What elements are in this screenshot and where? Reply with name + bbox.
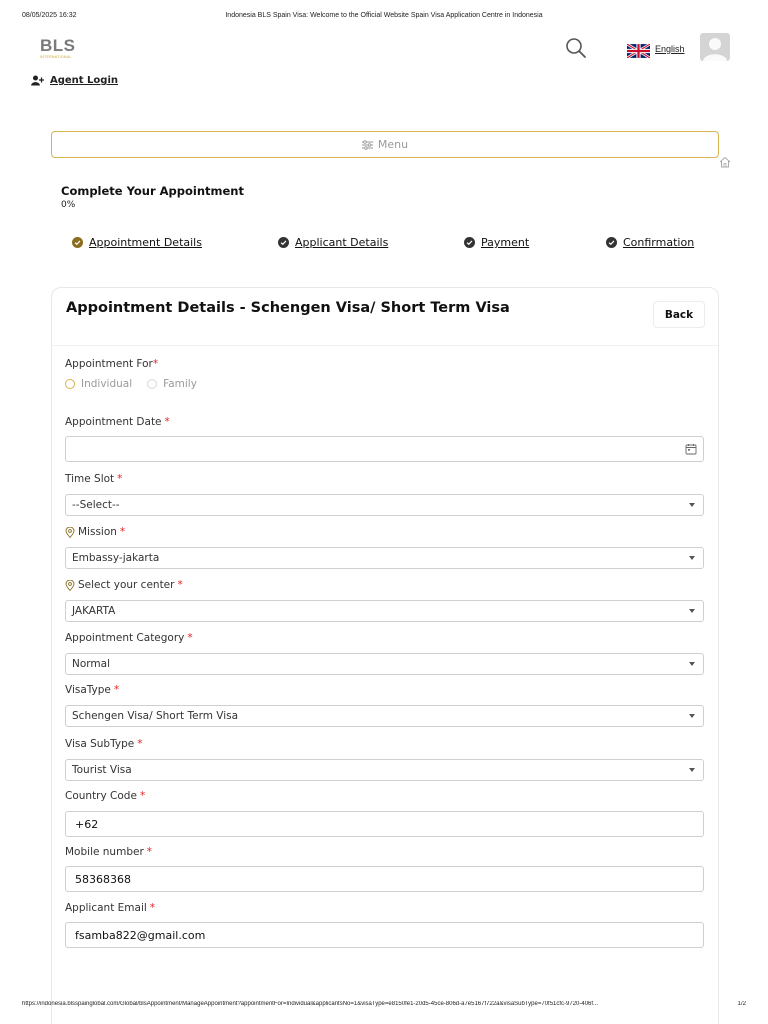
required-mark: * — [117, 473, 123, 485]
step-confirmation[interactable] — [606, 236, 694, 249]
map-pin-icon — [65, 527, 75, 538]
check-circle-icon — [464, 237, 475, 248]
check-circle-icon — [606, 237, 617, 248]
center-value: JAKARTA — [72, 605, 116, 617]
step-appointment-details[interactable] — [72, 236, 202, 249]
appointment-date-input[interactable] — [65, 436, 704, 462]
chevron-down-icon — [689, 609, 695, 613]
appointment-category-value: Normal — [72, 658, 110, 670]
center-label — [65, 579, 183, 591]
required-mark: * — [152, 358, 159, 370]
logo-text: BLS — [40, 36, 76, 55]
check-circle-icon — [278, 237, 289, 248]
required-mark: * — [146, 846, 153, 858]
visa-type-value: Schengen Visa/ Short Term Visa — [72, 710, 239, 722]
print-page-title: Indonesia BLS Spain Visa: Welcome to the Official Website Spain Visa Application Centre in Indonesia — [225, 12, 543, 19]
field-label-text: Country Code — [65, 790, 137, 802]
step-applicant-details[interactable] — [278, 236, 388, 249]
center-select[interactable] — [65, 600, 704, 622]
chevron-down-icon — [689, 503, 695, 507]
step-tracker — [0, 236, 768, 252]
sliders-icon — [362, 140, 373, 150]
applicant-email-label — [65, 902, 155, 914]
menu-label: Menu — [377, 138, 409, 151]
print-footer — [22, 1001, 746, 1011]
chevron-down-icon — [689, 768, 695, 772]
agent-login-label: Agent Login — [50, 75, 119, 86]
appointment-date-label — [65, 416, 170, 428]
radio-family[interactable] — [147, 379, 157, 389]
required-mark: * — [119, 526, 126, 538]
mission-label — [65, 526, 125, 538]
field-label-text: Appointment Category — [65, 632, 185, 644]
field-label-text: Appointment Date — [65, 416, 162, 428]
form-title: Appointment Details - Schengen Visa/ Short Term Visa — [66, 300, 510, 316]
mission-value: Embassy-jakarta — [72, 552, 160, 564]
language-selector[interactable]: English — [655, 44, 685, 54]
time-slot-select[interactable] — [65, 494, 704, 516]
visa-type-label — [65, 684, 119, 696]
appointment-category-label — [65, 632, 193, 644]
field-label-text: Select your center — [78, 579, 175, 591]
required-mark: * — [177, 579, 183, 591]
user-silhouette-icon — [700, 33, 730, 61]
time-slot-value: --Select-- — [72, 499, 120, 511]
user-avatar[interactable] — [700, 33, 730, 61]
visa-subtype-select[interactable] — [65, 759, 704, 781]
print-header — [22, 12, 746, 22]
appointment-for-options — [65, 378, 197, 390]
time-slot-label — [65, 473, 122, 485]
required-mark: * — [137, 738, 143, 750]
chevron-down-icon — [689, 556, 695, 560]
radio-family-label: Family — [163, 378, 197, 390]
bls-logo[interactable] — [40, 38, 80, 58]
radio-individual[interactable] — [65, 379, 75, 389]
logo-subtext: INTERNATIONAL — [40, 55, 72, 59]
country-code-input[interactable] — [65, 811, 704, 837]
chevron-down-icon — [689, 714, 695, 718]
mobile-number-value: 58368368 — [75, 872, 131, 886]
chevron-down-icon — [689, 662, 695, 666]
field-label-text: VisaType — [65, 684, 111, 696]
field-label-text: Applicant Email — [65, 902, 147, 914]
required-mark: * — [113, 684, 120, 696]
print-url: https://indonesia.blsspainglobal.com/Global/blsAppointment/ManageAppointment?appointmentFor=Individual&applicantsNo=1&visaType=e8150fe1-20d5-45ce-806d-a7e5167f722a&visaSubType=70f51cfc-9720-406f... — [22, 1001, 599, 1007]
step-label: Payment — [481, 236, 530, 249]
country-code-label — [65, 790, 145, 802]
field-label-text: Mobile number — [65, 846, 144, 858]
progress-title: Complete Your Appointment — [61, 184, 244, 198]
menu-toggle[interactable] — [51, 131, 719, 158]
step-payment[interactable] — [464, 236, 529, 249]
field-label-text: Visa SubType — [65, 738, 135, 750]
print-timestamp: 08/05/2025 16:32 — [22, 12, 77, 19]
required-mark: * — [139, 790, 146, 802]
field-label-text: Mission — [78, 526, 117, 538]
visa-type-select[interactable] — [65, 705, 704, 727]
applicant-email-value: fsamba822@gmail.com — [75, 928, 206, 942]
uk-flag-icon[interactable] — [627, 43, 650, 57]
visa-subtype-label — [65, 738, 142, 750]
appointment-category-select[interactable] — [65, 653, 704, 675]
user-plus-icon — [31, 75, 44, 86]
home-icon[interactable] — [718, 154, 732, 168]
field-label-text: Appointment For — [65, 358, 153, 370]
applicant-email-input[interactable] — [65, 922, 704, 948]
check-circle-icon — [72, 237, 83, 248]
mobile-number-label — [65, 846, 152, 858]
search-icon[interactable] — [564, 36, 588, 60]
print-page-number: 1/2 — [737, 1001, 746, 1007]
agent-login-link[interactable] — [31, 75, 118, 86]
back-button[interactable]: Back — [653, 301, 705, 328]
map-pin-icon — [65, 580, 75, 591]
country-code-value: +62 — [75, 817, 99, 831]
required-mark: * — [164, 416, 170, 428]
required-mark: * — [187, 632, 193, 644]
mission-select[interactable] — [65, 547, 704, 569]
field-label-text: Time Slot — [65, 473, 115, 485]
progress-percent: 0% — [61, 200, 76, 210]
visa-subtype-value: Tourist Visa — [72, 764, 132, 776]
step-label: Confirmation — [623, 236, 695, 249]
step-label: Appointment Details — [89, 236, 202, 249]
radio-individual-label: Individual — [81, 378, 133, 390]
mobile-number-input[interactable] — [65, 866, 704, 892]
step-label: Applicant Details — [295, 236, 389, 249]
appointment-for-label — [65, 358, 158, 370]
required-mark: * — [149, 902, 156, 914]
card-header — [52, 288, 718, 346]
calendar-icon[interactable] — [685, 443, 697, 455]
